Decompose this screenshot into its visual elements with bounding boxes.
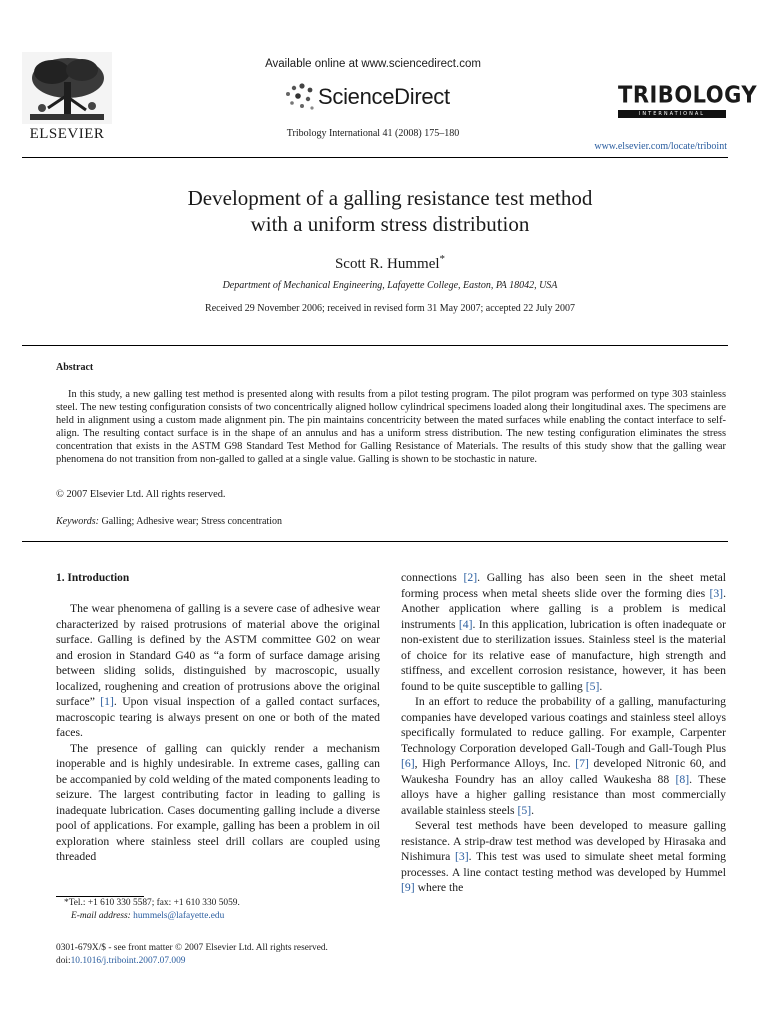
paragraph-text: . These alloys have a higher galling resistance than most commercially available stainless steels [401, 772, 726, 817]
author-affiliation: Department of Mechanical Engineering, Lafayette College, Easton, PA 18042, USA [222, 280, 558, 291]
paragraph-text: developed Nitronic 60, and Waukesha Foundry has an alloy called Waukesha 88 [401, 757, 726, 786]
journal-logo-text: TRIBOLOGY [618, 81, 758, 109]
paragraph-text: where the [414, 881, 464, 894]
article-title [60, 185, 720, 237]
paragraph-text: . Upon visual inspection of a galled contact surfaces, macroscopic tearing is always present on one or both of the mated faces. [56, 695, 380, 739]
paragraph-text: . [531, 803, 535, 817]
intro-paragraph-2: The presence of galling can quickly render a mechanism inoperable and is highly undesirable. In extreme cases, galling can be accompanied by cold welding of the mated components leading to seizure. The largest contributing factor in leading to galling is inadequate lubrication. Cases documenting galling include a diverse pool of applications. For example, galling has been a problem in oil exploration where stainless steel drill collars are coupled using threaded [56, 741, 380, 863]
reference-link-1[interactable]: [1] [100, 695, 114, 708]
received-dates: Received 29 November 2006; received in revised form 31 May 2007; accepted 22 July 2007 [205, 303, 575, 314]
journal-url-link[interactable]: www.elsevier.com/locate/triboint [594, 141, 727, 152]
reference-link-3[interactable]: [3] [709, 586, 724, 600]
title-line-1: Development of a galling resistance test method [187, 186, 593, 210]
paragraph-text: , High Performance Alloys, Inc. [414, 757, 576, 770]
right-column [401, 570, 726, 896]
reference-link-4[interactable]: [4] [458, 617, 473, 631]
reference-link-5[interactable]: [5] [585, 679, 600, 693]
intro-paragraph-3 [401, 694, 726, 818]
intro-paragraph-1 [56, 601, 380, 741]
sciencedirect-logo-text: ScienceDirect [318, 84, 450, 109]
available-online-text: Available online at www.sciencedirect.com [265, 58, 481, 70]
keywords-line [56, 516, 282, 527]
paragraph-text: . Another application where galling is a problem is medical instruments [401, 586, 726, 631]
intro-paragraph-4 [401, 818, 726, 896]
issn-line: 0301-679X/$ - see front matter © 2007 Elsevier Ltd. All rights reserved. [56, 943, 328, 953]
author-name-text: Scott R. Hummel [334, 256, 440, 272]
paragraph-text: The wear phenomena of galling is a severe case of adhesive wear characterized by raised protrusions of material above the original surface. Galling is defined by the ASTM committee G02 on wear and erosion in Standard G40 as “a form of surface damage arising between sliding solids, distinguished by macroscopic, usually localized, roughening and creation of protrusions above the original surface” [56, 602, 380, 708]
footnote-email [71, 911, 224, 921]
doi-link[interactable]: 10.1016/j.triboint.2007.07.009 [70, 956, 186, 966]
journal-citation: Tribology International 41 (2008) 175–180 [286, 128, 460, 139]
reference-link-8[interactable]: [8] [675, 772, 690, 786]
reference-link-5b[interactable]: [5] [517, 803, 532, 817]
abstract-bottom-divider [22, 541, 728, 542]
author-footnote-mark[interactable]: * [439, 253, 446, 265]
paragraph-text: . [599, 679, 603, 693]
header-divider [22, 157, 728, 158]
abstract-copyright: © 2007 Elsevier Ltd. All rights reserved. [56, 489, 226, 500]
left-column [56, 601, 380, 865]
footnote-contact: *Tel.: +1 610 330 5587; fax: +1 610 330 5059. [64, 898, 240, 908]
paragraph-text: . This test was used to simulate sheet metal forming processes. A line contact testing method was developed by Hummel [401, 850, 726, 879]
paragraph-text: Several test methods have been developed to measure galling resistance. A strip-draw test method was developed by Hirasaka and Nishimura [401, 819, 726, 863]
title-line-2: with a uniform stress distribution [250, 212, 530, 236]
publisher-logo-text: ELSEVIER [29, 126, 105, 142]
section-heading-introduction: 1. Introduction [56, 572, 130, 584]
reference-link-2[interactable]: [2] [463, 571, 478, 584]
paragraph-text: In an effort to reduce the probability of a galling, manufacturing companies have developed various coatings and stainless steel alloys specifically formulated to reduce galling. For example, Carpenter Technology Corporation developed Gall-Tough and Gall-Tough Plus [401, 695, 726, 755]
journal-logo-subtext: INTERNATIONAL [638, 111, 706, 117]
reference-link-9[interactable]: [9] [401, 881, 415, 894]
paragraph-text: . Galling has also been seen in the sheet metal forming process when metal sheets slide over the forming dies [401, 571, 727, 600]
abstract-heading: Abstract [56, 362, 94, 373]
abstract-top-divider [22, 345, 728, 346]
doi-label: doi: [56, 956, 71, 966]
footnote-divider [56, 896, 144, 897]
doi-line [56, 956, 185, 966]
reference-link-6[interactable]: [6] [401, 757, 415, 770]
paragraph-text: connections [401, 571, 464, 584]
author-name [60, 253, 720, 273]
reference-link-7[interactable]: [7] [575, 757, 589, 770]
author-email-link[interactable]: hummels@lafayette.edu [133, 911, 225, 921]
abstract-text: In this study, a new galling test method is presented along with results from a pilot testing program. The pilot program was performed on type 303 stainless steel. The new testing configuration consists of two concentrically aligned hollow cylindrical specimens loaded along their longitudinal axes. The specimens are held in alignment using a custom made alignment pin. The pin maintains concentricity between the mated surfaces while enabling the contact interface to self-align. The resulting contact surface is in the shape of an annulus and has a uniform stress distribution. The new testing configuration eliminates the stress concentration that exists in the ASTM G98 Standard Test Method for Galling Resistance of Materials. The results of this study show that the galling wear phenomena do not transition from non-galled to galled at a single value. Galling is shown to be stochastic in nature. [56, 389, 726, 465]
reference-link-3b[interactable]: [3] [454, 850, 469, 863]
intro-paragraph-2-continued [401, 570, 726, 694]
paragraph-text: . In this application, lubrication is often inadequate or non-existent due to sterilization issues. Stainless steel is the material of choice for its relative ease of manufacture, high strength and stiffness, and excellent corrosion resistance, however, it has been found to be quite susceptible to galling [401, 617, 727, 693]
email-label: E-mail address: [71, 911, 131, 921]
keywords-list: Galling; Adhesive wear; Stress concentration [98, 516, 282, 527]
keywords-label: Keywords: [56, 516, 99, 527]
